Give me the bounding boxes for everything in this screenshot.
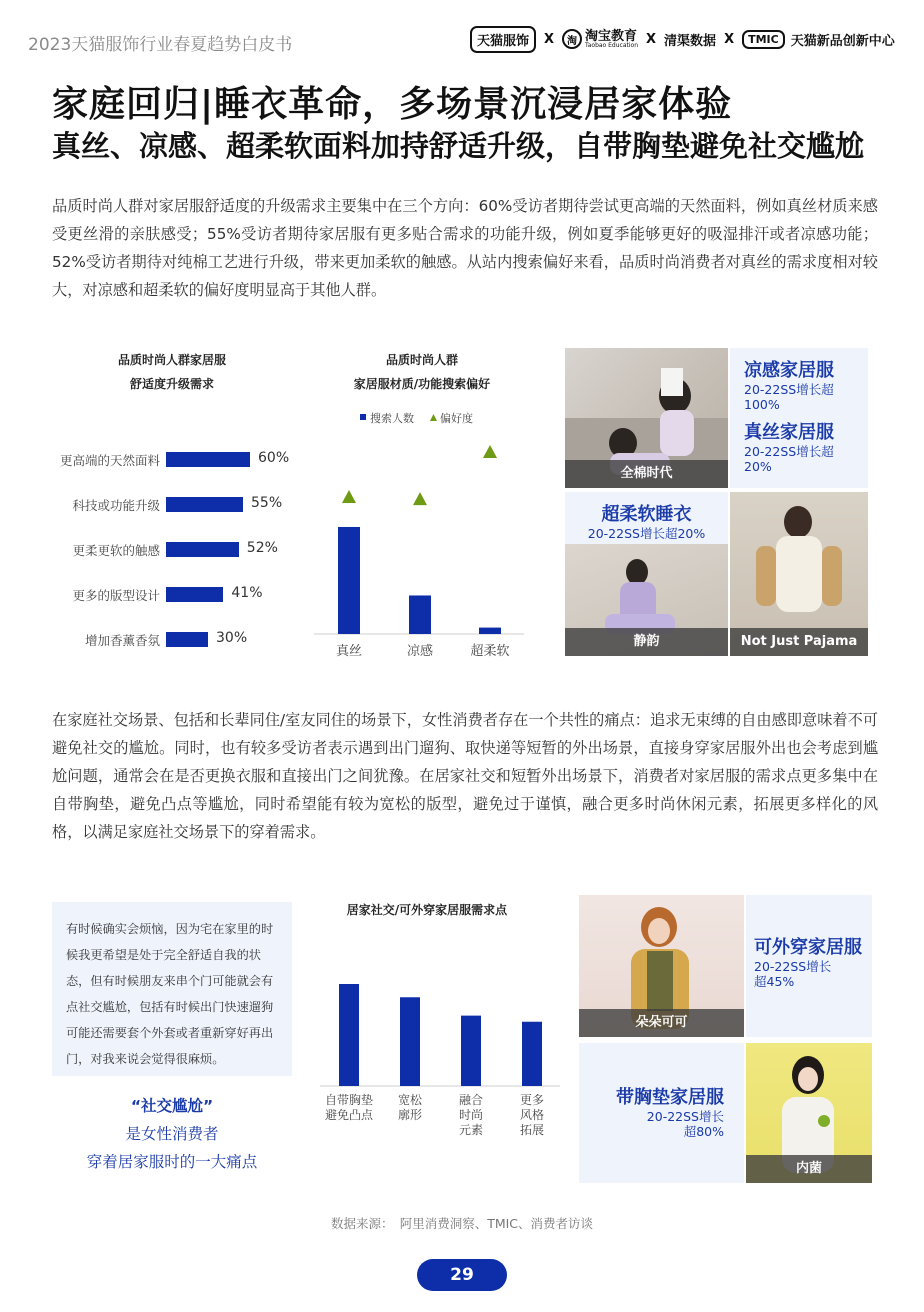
tag-subtitle: 20-22SS增长超20% — [587, 526, 706, 541]
separator-x: X — [724, 31, 735, 47]
pain-point-callout — [52, 1092, 292, 1176]
search-preference-chart — [312, 348, 532, 668]
hbar-value-label: 55% — [251, 495, 283, 511]
photo-cotton-time — [565, 348, 728, 488]
tag-subtitle: 超80% — [683, 1124, 724, 1139]
hbar-bar — [166, 497, 243, 512]
partner-logos — [470, 22, 895, 56]
legend-marker — [430, 414, 437, 421]
preference-triangle-marker — [413, 492, 427, 505]
tag-subtitle: 20% — [744, 459, 772, 474]
hbar-category-label: 科技或功能升级 — [72, 498, 160, 513]
taobao-education-en: Taobao Education — [585, 41, 639, 49]
taobao-icon: 淘 — [562, 29, 582, 49]
chart-title: 居家社交/可外穿家居服需求点 — [346, 903, 508, 917]
x-tick-label: 避免凸点 — [324, 1108, 374, 1122]
search-count-bar — [338, 527, 360, 634]
need-bar — [461, 1016, 481, 1086]
tag-title: 可外穿家居服 — [754, 937, 862, 958]
separator-x: X — [646, 31, 657, 47]
tag-super-soft — [565, 492, 728, 544]
tag-wearable-out — [746, 895, 872, 1037]
x-tick-label: 凉感 — [406, 644, 434, 659]
tag-title: 超柔软睡衣 — [601, 504, 692, 525]
tag-subtitle: 100% — [744, 397, 780, 412]
tag-title: 凉感家居服 — [744, 360, 834, 381]
search-count-bar — [479, 628, 501, 634]
tag-subtitle: 20-22SS增长 — [754, 959, 832, 974]
report-title: 2023天猫服饰行业春夏趋势白皮书 — [28, 35, 293, 55]
x-tick-label: 元素 — [458, 1123, 484, 1137]
social-scene-paragraph: 在家庭社交场景、包括和长辈同住/室友同住的场景下，女性消费者存在一个共性的痛点：追求无束缚的自由感即意味着不可避免社交的尴尬。同时，也有较多受访者表示遇到出门遛狗、取快递等短暂的外出场景，直接身穿家居服外出也会考虑到尴尬问题，通常会在是否更换衣服和直接出门之间犹豫。在居家社交和短暂外出场景下，消费者对家居服的需求点更多集中在自带胸垫，避免凸点等尴尬，同时希望能有较为宽松的版型，避免过于谨慎，融合更多时尚休闲元素，拓展更多样化的风格，以满足家庭社交场景下的穿着需求。 — [52, 711, 878, 841]
x-tick-label: 风格 — [519, 1108, 545, 1122]
x-tick-label: 融合 — [458, 1093, 484, 1107]
tag-cool-silk — [730, 348, 868, 488]
social-needs-chart — [312, 898, 572, 1158]
pain-point-text: 是女性消费者 — [125, 1125, 219, 1143]
tag-subtitle: 20-22SS增长超 — [744, 444, 834, 459]
tag-title: 带胸垫家居服 — [616, 1087, 724, 1108]
tag-subtitle: 超45% — [754, 974, 795, 989]
tag-title: 真丝家居服 — [744, 422, 834, 443]
legend-label: 偏好度 — [440, 412, 473, 425]
social-needs-svg — [312, 898, 572, 1158]
photo-label: 朵朵可可 — [579, 1009, 744, 1037]
hbar-category-label: 增加香薰香氛 — [84, 633, 160, 648]
need-bar — [339, 984, 359, 1086]
page-subheadline: 真丝、凉感、超柔软面料加持舒适升级，自带胸垫避免社交尴尬 — [52, 129, 865, 163]
chart-title-line: 品质时尚人群 — [385, 353, 458, 367]
pain-point-text: 穿着居家服时的一大痛点 — [86, 1153, 258, 1171]
tmall-fashion-logo: 天猫服饰 — [470, 26, 536, 53]
legend-marker — [360, 414, 366, 420]
intro-paragraph: 品质时尚人群对家居服舒适度的升级需求主要集中在三个方向：60%受访者期待尝试更高端的天然面料，例如真丝材质来感受更丝滑的亲肤感受；55%受访者期待家居服有更多贴合需求的功能升级，例如夏季能够更好的吸湿排汗或者凉感功能；52%受访者期待对纯棉工艺进行升级，带来更加柔软的触感。从站内搜索偏好来看，品质时尚消费者对真丝的需求度相对较大，对凉感和超柔软的偏好度明显高于其他人群。 — [52, 197, 878, 299]
preference-triangle-marker — [342, 490, 356, 503]
pain-point-keyword: “社交尴尬” — [130, 1097, 214, 1115]
hbar-category-label: 更多的版型设计 — [72, 588, 160, 603]
taobao-education-logo — [562, 29, 638, 49]
x-tick-label: 超柔软 — [470, 644, 510, 659]
hbar-bar — [166, 452, 250, 467]
preference-triangle-marker — [483, 445, 497, 458]
separator-x: X — [544, 31, 555, 47]
need-bar — [400, 997, 420, 1086]
data-source: 数据来源： 阿里消费洞察、TMIC、消费者访谈 — [330, 1216, 594, 1231]
photo-label: 内菌 — [746, 1155, 872, 1183]
photo-label: 全棉时代 — [565, 460, 728, 488]
x-tick-label: 真丝 — [335, 644, 363, 659]
qingqu-logo: 清渠数据 — [664, 33, 717, 49]
chart-title-line: 家居服材质/功能搜索偏好 — [353, 377, 491, 391]
hbar-value-label: 60% — [258, 450, 290, 466]
photo-duoduo-keke — [579, 895, 744, 1037]
hbar-category-label: 更柔更软的触感 — [72, 543, 160, 558]
x-tick-label: 拓展 — [519, 1123, 545, 1137]
hbar-bar — [166, 587, 223, 602]
x-tick-label: 自带胸垫 — [324, 1093, 374, 1107]
x-tick-label: 更多 — [519, 1093, 545, 1107]
hbar-bar — [166, 542, 239, 557]
x-tick-label: 廓形 — [397, 1108, 423, 1122]
tag-subtitle: 20-22SS增长 — [646, 1109, 724, 1124]
chart-title-line: 品质时尚人群家居服 — [117, 353, 226, 367]
photo-label: 静韵 — [565, 628, 728, 656]
legend-label: 搜索人数 — [370, 412, 414, 425]
hbar-category-label: 更高端的天然面料 — [59, 453, 160, 468]
hbar-value-label: 52% — [246, 540, 278, 556]
need-bar — [522, 1022, 542, 1086]
page-headline: 家庭回归|睡衣革命，多场景沉浸居家体验 — [52, 84, 733, 125]
chart-title-line: 舒适度升级需求 — [129, 377, 214, 391]
photo-neijun — [746, 1043, 872, 1183]
hbar-bar — [166, 632, 208, 647]
tmic-logo-text: 天猫新品创新中心 — [790, 33, 895, 49]
hbar-value-label: 41% — [231, 585, 263, 601]
consumer-quote-box: 有时候确实会烦恼，因为宅在家里的时候我更希望是处于完全舒适自我的状态，但有时候朋友来串个门可能就会有点社交尴尬，包括有时候出门快速遛狗可能还需要套个外套或者重新穿好再出门，对我来说会觉得很麻烦。 — [52, 902, 292, 1076]
hbar-value-label: 30% — [216, 630, 248, 646]
page-number: 29 — [417, 1259, 507, 1291]
tag-subtitle: 20-22SS增长超 — [744, 382, 834, 397]
taobao-education-text: 淘宝教育 — [585, 28, 638, 44]
tmic-badge: TMIC — [742, 30, 785, 49]
photo-not-just-pajama — [730, 492, 868, 656]
x-tick-label: 宽松 — [397, 1093, 423, 1107]
comfort-upgrade-chart — [52, 348, 310, 668]
photo-jingyun — [565, 544, 728, 656]
search-count-bar — [409, 595, 431, 634]
search-preference-svg — [312, 348, 532, 668]
tag-padded-homewear — [579, 1043, 744, 1183]
chart-title — [92, 348, 252, 396]
x-tick-label: 时尚 — [458, 1108, 484, 1122]
photo-label: Not Just Pajama — [730, 628, 868, 656]
